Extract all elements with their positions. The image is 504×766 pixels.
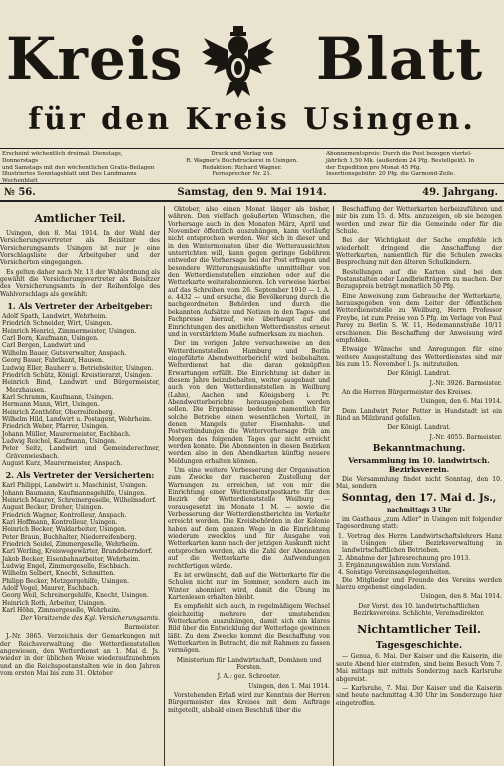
agenda-list <box>336 533 502 577</box>
list-item: Karl Werling, Kreiswegewärter, Brandoberndorf. <box>2 548 153 556</box>
issue-bar <box>0 186 504 202</box>
list-item: Georg Weil, Schreinergehilfe, Knecht, Usingen. <box>2 592 149 600</box>
meeting-title: Versammlung im 10. landwirtsch. Bezirksverein. <box>348 455 490 474</box>
announcement-heading: Bekanntmachung. <box>372 443 466 454</box>
list-item: 3. Ergänzungswahlen zum Vorstand. <box>338 562 452 570</box>
list-item: Wilhelm Selbert, Knecht, Schmitten. <box>2 570 116 578</box>
list-item: Heinrich Roth, Arbeiter, Usingen. <box>2 599 106 607</box>
list-item: Wilhelm Hild, Landwirt u. Postagent, Wehrheim. <box>2 415 152 423</box>
paragraph: Oktober, also einen Monat länger als bisher, währen. Den vielfach geäußerten Wünschen, die Vorhersage auch in den Monaten März, April und November öffentlich auszuhängen, kann vorläufig nicht entsprochen werden. Wer sich in dieser und in den Wintermonaten über die Wetteraussichten unterrichten will, kann gegen geringe Gebühren entweder die Vorhersage bei der Post erfragen und besondere Witterungsauskünfte unmittelbar von den Wetterdienststellen einziehen oder auf die Wetterkarte weiterabonnieren. Ich verweise hierbei auf das Schreiben vom 26. September 1910 — I. A. e. 4432 — und ersuche, die Bevölkerung durch die nachgeordneten Behörden und durch die bekannten Aufsätze und Notizen in den Tages- und Fachpresse hierauf, wie überhaupt auf die Einrichtungen des amtlichen Wetterdienstes erneut und in verstärktem Maße aufmerksam zu machen. <box>168 206 330 338</box>
paragraph: J.-Nr. 3865. Verzeichnis der Gemarkungen mit der Reichsverwaltung die Wetterdienststellen angewiesen, den Wetterdienst an 1. Mai d. Js. wieder in der üblichen Weise wiederaufzunehmen und an die Reichspostanstalten wie in den Jahren vom ersten Mai bis zum 31. Oktober <box>0 633 160 677</box>
subheading-news: Tagesgeschichte. <box>375 641 463 652</box>
masthead-title-left: Kreis <box>6 25 184 93</box>
dateline: Usingen, den 1. Mai 1914. <box>248 682 330 690</box>
list-item: Philipp Becker, Metzgergehilfe, Usingen. <box>2 577 130 585</box>
publication-schedule: Erscheint wöchentlich dreimal: Dienstags, Donnerstags und Samstags mit den wöchentlichen Gratis-Beilagen Illustriertes Sonntagsblatt und Des Landmanns Wochenblatt <box>2 151 155 185</box>
meeting-time: nachmittags 3 Uhr <box>387 506 451 514</box>
paragraph: An die Herren Bürgermeister des Kreises. <box>342 388 473 396</box>
column-rule <box>333 206 334 766</box>
masthead <box>0 0 504 138</box>
column-1 <box>0 206 160 766</box>
paragraph: Der im vorigen Jahre versuchsweise an den Wetterdienststellen Hamburg und Berlin eingeführte Abendwetterbericht wird beibehalten. Wetterdienst hat die daran geknüpften Erwartungen erfüllt. Die Einrichtung ist daher in diesem Jahre beizubehalten, weiter ausgebaut und auch von den Wetterdienststellen in Weilburg (Lahn), Aachen und Königsberg i. Pr. Abendwetterberichte herausgegeben werden sollen. Die Ergebnisse bedeuten namentlich für solche Betriebe einen wesentlichen Vorteil, in denen Mangels guter Eisenbahn- und Postverbindungen die Wettervorhersage früh am Morgen des folgenden Tages gar nicht erreicht werden konnte. Die Abonnenten in diesen Bezirken werden also in den Abendkarten künftig neuere Meldungen erhalten können. <box>168 340 330 465</box>
masthead-title-right: Blatt <box>316 25 484 93</box>
list-item: Ludwig Eller, Bauherr u. Betriebsleiter, Usingen. <box>2 364 154 372</box>
list-item: August Kurz, Maurermeister, Anspach. <box>2 459 123 467</box>
paragraph: Bei der Wichtigkeit der Sache empfehle ich wiederholt dringend die Anschaffung der Wetterkarten, namentlich für die Schulen zwecks Besprechung mit den älteren Schulkindern. <box>336 237 502 267</box>
paragraph: Eine Anweisung zum Gebrauche der Wetterkarte, herausgegeben von dem Leiter der öffentlichen Wetterdienststelle zu Weilburg, Herrn Professor Freybe, ist zum Preise von 5 Pfg. im Verlage von Paul Parey zu Berlin S. W. 11, Hedemannstraße 10/11 erschienen. Die Beschaffung der Anweisung wird empfohlen. <box>336 292 502 344</box>
list-item: Heinrich Bind, Landwirt und Bürgermeister, Merzhausen. <box>2 379 160 394</box>
list-item: Johann Müller, Maurermeister, Eschbach. <box>2 430 131 438</box>
column-2 <box>168 206 330 766</box>
signature-title: Der Vorsitzende des Kgl. Versicherungsamts. <box>20 614 160 622</box>
subscription-info: Abonnementspreis: Durch die Post bezogen viertel- jährlich 1,50 Mk. (außerdem 24 Pfg. Bestellgeld). In der Expedition pro Monat 45 Pfg. Insertionsgebühr: 20 Pfg. die Garmond-Zeile. <box>326 151 475 178</box>
section-heading-official: Amtlicher Teil. <box>34 212 126 225</box>
subheading-employers: 1. Als Vertreter der Arbeitgeber: <box>7 301 153 312</box>
signature-name: J. A.: gez. Schroeter. <box>217 673 281 681</box>
paragraph: — Karlsruhe, 7. Mai. Der Kaiser und die Kaiserin sind heute nachmittag 4.30 Uhr im Sonderzuge hier eingetroffen. <box>336 684 502 707</box>
meeting-date: Sonntag, den 17. Mai d. Js., <box>341 492 497 504</box>
signature-title: Der Königl. Landrat. <box>387 370 451 378</box>
paragraph: Die Mitglieder und Freunde des Vereins werden hierzu ergebenst eingeladen. <box>336 576 502 592</box>
signature-name: Der Vorst. des 10. landwirtschaftlichen Bezirksvereins. Schlichte, Vereinsdirektor. <box>353 602 485 618</box>
list-item: Friedrich Schneider, Wirt, Usingen. <box>2 320 113 328</box>
paragraph: Die Versammlung findet nicht Sonntag, den 10. Mai, sondern <box>336 475 502 491</box>
list-item: Georg Bauer, Fabrikant, Hausen. <box>2 357 104 365</box>
paragraph: Es ist erwünscht, daß auf die Wetterkarte für die Schulen nicht nur im Sommer, sondern auch im Winter abonniert wird, damit die Übung im Kartenlesen erhalten bleibt. <box>168 571 330 601</box>
info-bar <box>0 148 504 184</box>
list-item: Adolf Vogel, Maurer, Eschbach. <box>2 585 100 593</box>
paragraph: Um eine weitere Verbesserung der Organisation zum Zwecke der rascheren Zustellung der Warnungen zu erreichen, ist von mir die Einrichtung einer Wetterdienstpostkarte für den Bezirk der Wetterdienststelle Weilburg — vorausgesetzt im Monate 1 M. — sowie die Verbesserung der Wetterdienstberichte im Verkehr erreicht worden. Die Kreisbehörden in der Kolonie haben auf dem ganzen Wege in die Einrichtung wiederum zwecklos und für Ausgabe von Wetterkarten kann nach der jetzigen Auskunft nicht entsprochen werden, als die Zahl der Abonnenten auf die Wetterkarte die Aufwendungen rechtfertigen würde. <box>168 467 330 570</box>
list-item: Wilhelm Bauer, Gutsverwalter, Anspach. <box>2 349 127 357</box>
dateline: Usingen, den 8. Mai 1914. <box>420 593 502 601</box>
issue-date: Samstag, den 9. Mai 1914. <box>177 187 327 198</box>
list-item: Friedrich Schütz, Königl. Kreistierarzt, Usingen. <box>2 371 153 379</box>
list-item: Heinrich Maurer, Schreinergeselle, Wilhelmsdorf. <box>2 497 157 504</box>
publisher-info: Druck und Verlag von R. Wagner's Buchdruckerei in Usingen. Redaktion: Richard Wagner. Fernsprecher Nr. 21. <box>186 151 298 178</box>
paragraph: Es gelten daher nach Nr. 13 der Wahlordnung als gewählt die Versicherungsvertreter als Beisitzer des Versicherungsamts in der Reihenfolge des Wahlvorschlags als gewählt: <box>0 268 160 298</box>
list-item: Heinrich Henrici, Zimmermeister, Usingen. <box>2 327 137 335</box>
list-item: Adolf Spath, Landwirt, Wehrheim. <box>2 313 108 321</box>
list-item: 1. Vortrag des Herrn Landwirtschaftslehrers Hanz in Usingen über Bezirksverwaltung in landwirtschaftlichen Betrieben. <box>338 532 502 555</box>
paragraph: Bestellungen auf die Karten sind bei den Postanstalten oder Landbriefträgern zu machen. Der Bezugspreis beträgt monatlich 50 Pfg. <box>336 268 502 291</box>
list-item: Ludwig Engel, Zimmergeselle, Eschbach. <box>2 563 131 571</box>
list-item: Ludwig Reichel, Kaufmann, Usingen. <box>2 437 117 445</box>
column-rule <box>164 206 165 766</box>
paragraph: — Genua, 6. Mai. Der Kaiser und die Kaiserin, die seute Abend hier eintrafen, sind beim Besuch Vom 7. Mai mittags mit mittels Sonderzug nach Karlsruhe abgereist. <box>336 653 502 683</box>
signature-name: J.-Nr. 4055. Barmeister. <box>429 433 502 441</box>
insured-list <box>0 482 160 614</box>
list-item: Carl Born, Kaufmann, Usingen. <box>2 335 99 343</box>
section-heading-nonofficial: Nichtamtlicher Teil. <box>357 623 481 637</box>
list-item: Jakob Becker, Eisenbahnarbeiter, Wehrheim. <box>2 555 141 563</box>
issue-year: 49. Jahrgang. <box>422 187 498 198</box>
subheading-insured: 2. Als Vertreter der Versicherten: <box>5 470 155 481</box>
masthead-subtitle: für den Kreis Usingen. <box>28 102 476 137</box>
paragraph: Dem Landwirt Peter Petter in Hundstadt ist ein Rind an Milzbrand gefallen. <box>336 407 502 422</box>
list-item: Peter Braun, Buchhalter, Niederreifenberg. <box>2 533 137 541</box>
signature-name: Barmeister. <box>124 623 160 631</box>
list-item: Karl Schramm, Kaufmann, Usingen. <box>2 393 114 401</box>
list-item: Heinrich Zenthöfer, Oberreifenberg. <box>2 408 115 416</box>
signature-name: J.-Nr. 3926. Barmeister. <box>429 379 502 387</box>
paragraph: Etwaige Wünsche und Anregungen für eine weitere Ausgestaltung des Wetterdienstes sind mir bis zum 15. November l. Js. mitzuteilen. <box>336 346 502 368</box>
list-item: Karl Höhn, Zimmergeselle, Wehrheim. <box>2 607 121 615</box>
paragraph: Es empfiehlt sich auch, in regelmäßigem Wechsel gleichzeitig mehrere der umstehenden Wetterkarten auszuhängen, damit sich ein klares Bild über die Entwicklung der Wetterlage gewinnen läßt. Zu dem Zwecke kommt die Beschaffung von Wetterkarten in Betracht, die mit Rahmen zu fassen vermögen. <box>168 603 330 655</box>
signature-title: Der Königl. Landrat. <box>387 424 451 432</box>
list-item: Hermann Mann, Wirt, Usingen. <box>2 401 100 409</box>
dateline: Usingen, den 6. Mai 1914. <box>420 398 502 406</box>
employer-list <box>0 313 160 467</box>
column-3 <box>336 206 502 766</box>
list-item: 4. Sonstige Vereinsangelegenheiten. <box>338 569 451 577</box>
list-item: Johann Baumann, Kaufmannsgehilfe, Usingen. <box>2 489 146 497</box>
list-item: Friedrich Seidel, Zimmergeselle, Wehrheim. <box>2 541 140 549</box>
list-item: Karl Philippi, Landwirt u. Maschinist, Usingen. <box>2 482 148 490</box>
issue-number: № 56. <box>4 187 36 198</box>
list-item: Heinrich Becker, Waldarbeiter, Usingen. <box>2 526 127 534</box>
paragraph: Usingen, den 8. Mai 1914. In der Wahl der Versicherungsvertreter als Beisitzer des Versicherungsamts Usingen ist nur je eine Vorschlagsliste der Arbeitgeber und der Versicherten eingegangen. <box>0 230 160 267</box>
imperial-eagle-icon <box>200 24 276 100</box>
list-item: Carl Bergen, Landwirt und <box>2 342 86 350</box>
list-item: 2. Abnahme der Jahresrechnung pro 1913. <box>338 554 471 562</box>
list-item: Friedrich Wagner, Kontrolleur, Anspach. <box>2 511 127 519</box>
list-item: Karl Hoffmann, Kontrolleur, Usingen. <box>2 519 118 527</box>
paragraph: im Gasthaus „zum Adler" in Usingen mit folgender Tagesordnung statt: <box>336 516 502 531</box>
paragraph: Beschaffung der Wetterkarten herbeizuführen und mir bis zum 15. d. Mts. anzuzeigen, ob sie bezogen werden und zwar für die Gemeinde oder für die Schule. <box>336 206 502 236</box>
list-item: August Becker, Dreher, Usingen. <box>2 504 104 512</box>
list-item: Peter Seitz, Landwirt und Gemeinderechner, Grävenwiesbach. <box>2 445 160 460</box>
list-item: Friedrich Weber, Pfarrer, Usingen. <box>2 423 109 431</box>
paragraph: Vorstehenden Erlaß wird zur Kenntnis der Herren Bürgermeister des Kreises mit dem Auftrage mitgeteilt, alsbald einen Beschluß über die <box>168 692 330 714</box>
signature-ministry: Ministerium für Landwirtschaft, Domänen und Forsten. <box>176 656 322 671</box>
